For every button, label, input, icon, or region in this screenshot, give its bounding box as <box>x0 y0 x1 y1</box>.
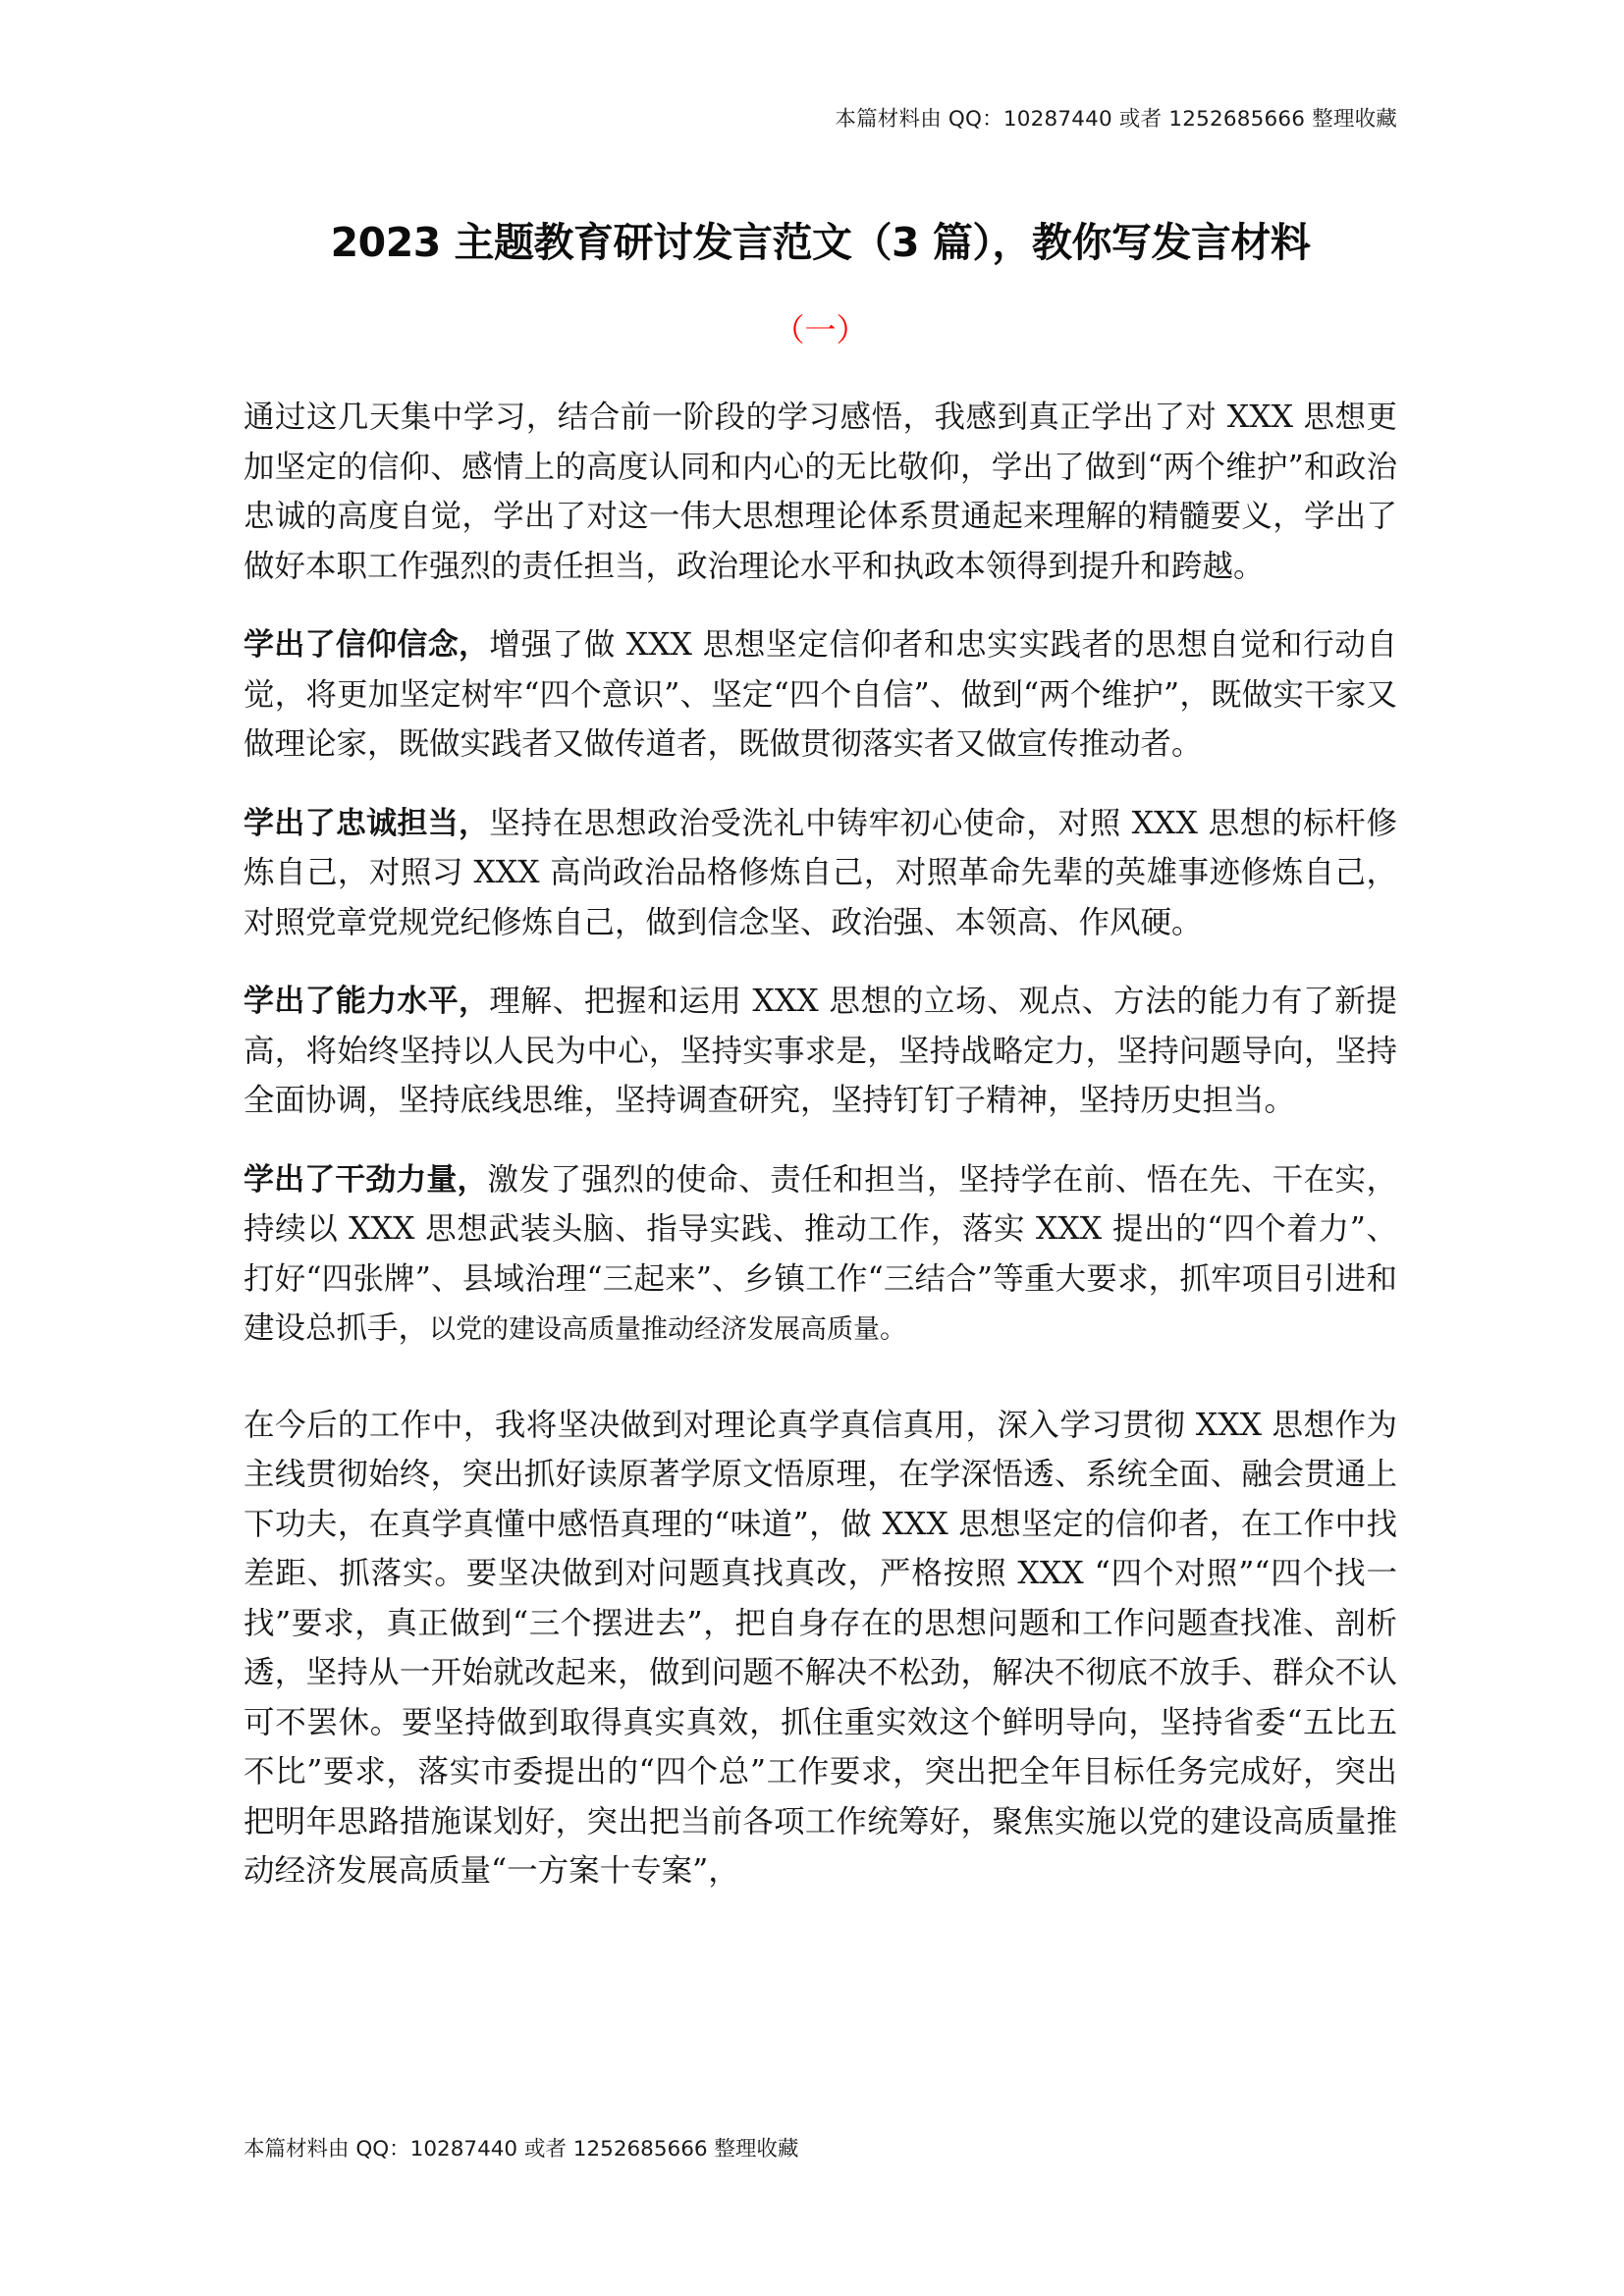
paragraph-1-text: 通过这几天集中学习，结合前一阶段的学习感悟，我感到真正学出了对 XXX 思想更加坚定的信仰、感情上的高度认同和内心的无比敬仰，学出了做到“两个维护”和政治忠诚的高度自觉，学出了对这一伟大思想理论体系贯通起来理解的精髓要义，学出了做好本职工作强烈的责任担当，政治理论水平和执政本领得到提升和跨越。 <box>244 400 1397 584</box>
document-body <box>244 393 1397 1926</box>
paragraph-5 <box>244 1155 1397 1356</box>
running-footer: 本篇材料由 QQ：10287440 或者 1252685666 整理收藏 <box>244 2137 799 2162</box>
paragraph-1 <box>244 393 1397 591</box>
page-title: 2023 主题教育研讨发言范文（3 篇），教你写发言材料 <box>330 219 1311 266</box>
section-marker: （一） <box>773 311 868 348</box>
page-content-area <box>244 0 1397 2296</box>
paragraph-3 <box>244 799 1397 948</box>
paragraph-2-text: 增强了做 XXX 思想坚定信仰者和忠实实践者的思想自觉和行动自觉，将更加坚定树牢“四个意识”、坚定“四个自信”、做到“两个维护”，既做实干家又做理论家，既做实践者又做传道者，既做贯彻落实者又做宣传推动者。 <box>244 627 1397 762</box>
paragraph-5-text: 激发了强烈的使命、责任和担当，坚持学在前、悟在先、干在实，持续以 XXX 思想武装头脑、指导实践、推动工作，落实 XXX 提出的“四个着力”、打好“四张牌”、县域治理“三起来”、乡镇工作“三结合”等重大要求，抓牢项目引进和建设总抓手， <box>244 1161 1397 1346</box>
paragraph-6 <box>244 1401 1397 1896</box>
paragraph-4-lead: 学出了能力水平， <box>244 984 490 1019</box>
paragraph-5-lead: 学出了干劲力量， <box>244 1161 488 1198</box>
paragraph-4-text: 理解、把握和运用 XXX 思想的立场、观点、方法的能力有了新提高，将始终坚持以人民为中心，坚持实事求是，坚持战略定力，坚持问题导向，坚持全面协调，坚持底线思维，坚持调查研究，坚持钉钉子精神，坚持历史担当。 <box>244 984 1397 1118</box>
running-header: 本篇材料由 QQ：10287440 或者 1252685666 整理收藏 <box>835 107 1397 132</box>
paragraph-2 <box>244 620 1397 770</box>
paragraph-3-text: 坚持在思想政治受洗礼中铸牢初心使命，对照 XXX 思想的标杆修炼自己，对照习 XXX 高尚政治品格修炼自己，对照革命先辈的英雄事迹修炼自己，对照党章党规党纪修炼自己，做到信念坚、政治强、本领高、作风硬。 <box>244 805 1397 940</box>
paragraph-4 <box>244 977 1397 1126</box>
paragraph-2-lead: 学出了信仰信念， <box>244 627 490 663</box>
paragraph-6-text: 在今后的工作中，我将坚决做到对理论真学真信真用，深入学习贯彻 XXX 思想作为主线贯彻始终，突出抓好读原著学原文悟原理，在学深悟透、系统全面、融会贯通上下功夫，在真学真懂中感悟真理的“味道”，做 XXX 思想坚定的信仰者，在工作中找差距、抓落实。要坚决做到对问题真找真改，严格按照 XXX “四个对照”“四个找一找”要求，真正做到“三个摆进去”，把自身存在的思想问题和工作问题查找准、剖析透，坚持从一开始就改起来，做到问题不解决不松劲，解决不彻底不放手、群众不认可不罢休。要坚持做到取得真实真效，抓住重实效这个鲜明导向，坚持省委“五比五不比”要求，落实市委提出的“四个总”工作要求，突出把全年目标任务完成好，突出把明年思路措施谋划好，突出把当前各项工作统筹好，聚焦实施以党的建设高质量推动经济发展高质量“一方案十专案”， <box>244 1407 1397 1889</box>
paragraph-5-tail: 以党的建设高质量推动经济发展高质量。 <box>429 1314 907 1345</box>
paragraph-3-lead: 学出了忠诚担当， <box>244 805 490 841</box>
